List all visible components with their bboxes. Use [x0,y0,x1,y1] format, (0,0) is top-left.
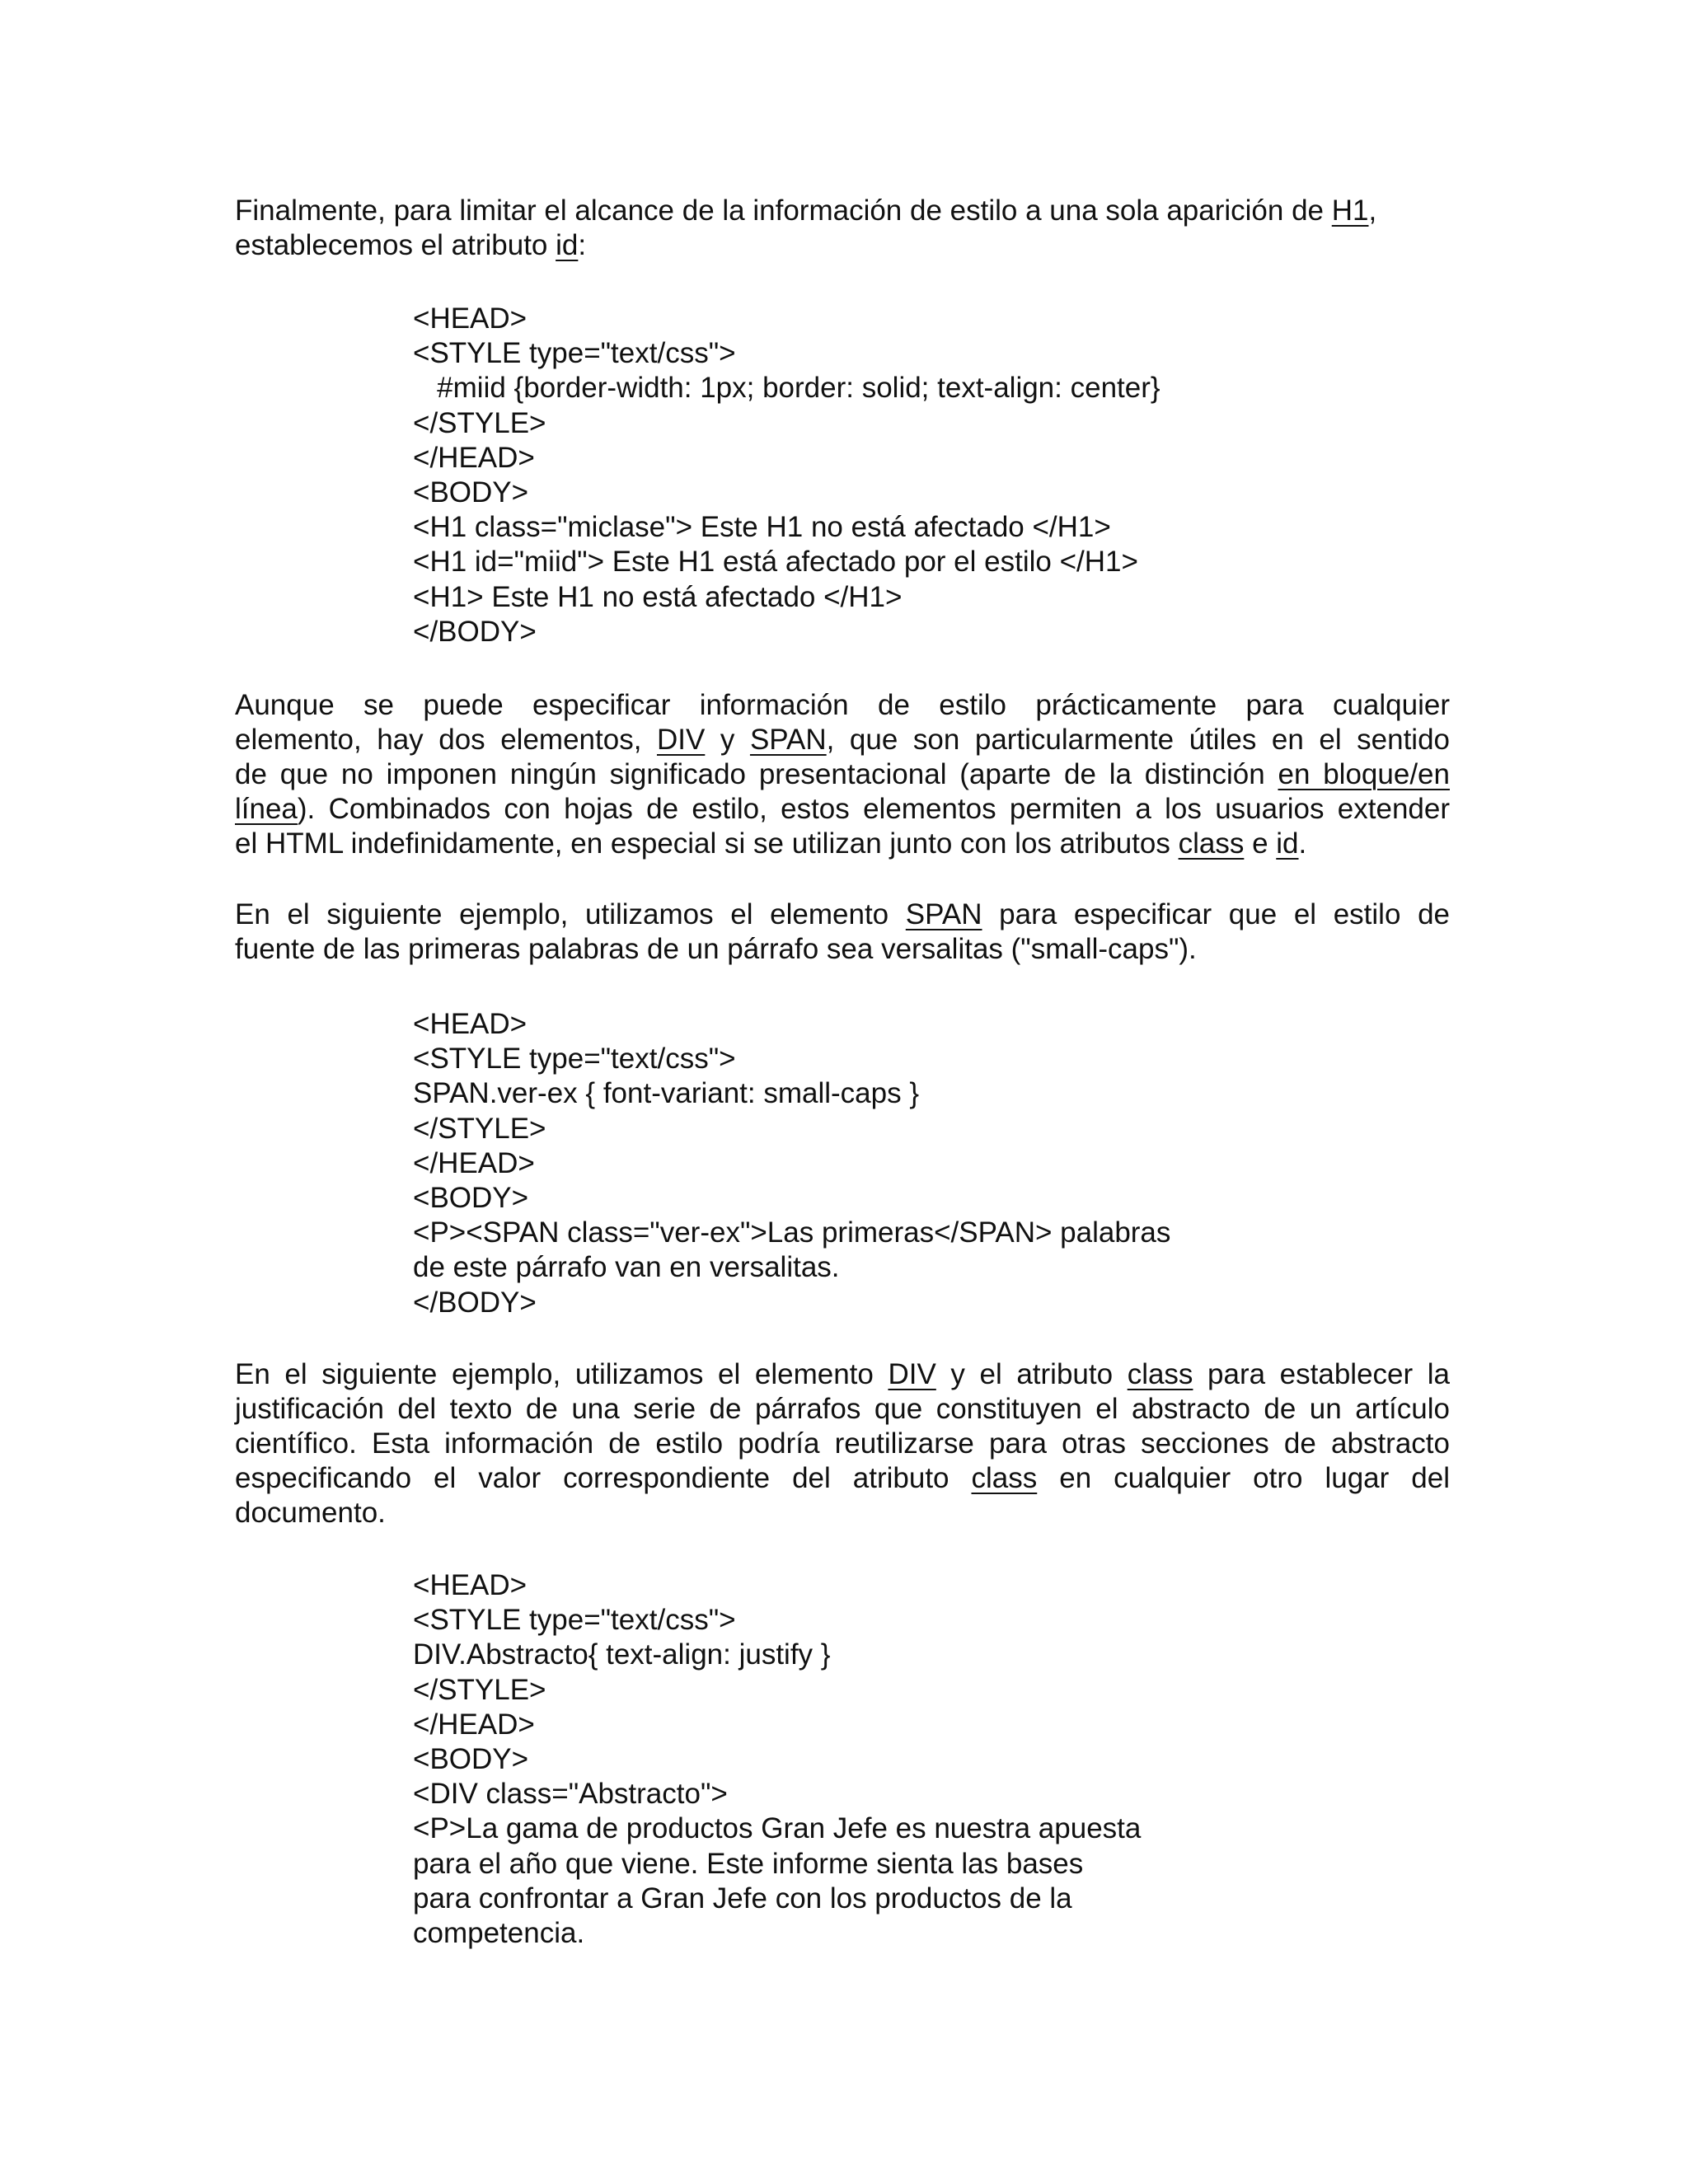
paragraph-line: justificación del texto de una serie de párrafos que constituyen el abstracto de un artículo [235,1393,1450,1425]
code-line: SPAN.ver-ex { font-variant: small-caps } [413,1077,920,1110]
code-line: <H1 id="miid"> Este H1 está afectado por el estilo </H1> [413,546,1138,579]
code-line: </HEAD> [413,1708,535,1741]
paragraph-line: En el siguiente ejemplo, utilizamos el elemento DIV y el atributo class para establecer la [235,1358,1450,1390]
code-line: <H1 class="miclase"> Este H1 no está afectado </H1> [413,511,1111,544]
underlined-term: id [1276,827,1299,860]
paragraph-line: línea). Combinados con hojas de estilo, estos elementos permiten a los usuarios extender [235,793,1450,825]
code-line: #miid {border-width: 1px; border: solid; text-align: center} [413,372,1160,405]
code-line: de este párrafo van en versalitas. [413,1251,840,1284]
paragraph-4 [235,1357,1450,1530]
code-block-3 [413,1568,1484,1951]
code-line: <STYLE type="text/css"> [413,1604,736,1637]
code-line: <P><SPAN class="ver-ex">Las primeras</SPAN> palabras [413,1216,1171,1249]
code-line: <P>La gama de productos Gran Jefe es nuestra apuesta [413,1812,1142,1845]
code-line: <HEAD> [413,1569,528,1601]
code-line: <HEAD> [413,302,528,335]
code-line: </BODY> [413,615,537,648]
code-line: <HEAD> [413,1008,528,1040]
code-line: <STYLE type="text/css"> [413,337,736,370]
underlined-term: en bloque/en [1278,758,1450,790]
underlined-term: id [556,229,579,261]
underlined-term: DIV [656,724,706,756]
paragraph-line: fuente de las primeras palabras de un párrafo sea versalitas ("small-caps"). [235,933,1197,965]
code-line: </HEAD> [413,441,535,474]
code-line: </HEAD> [413,1146,535,1179]
paragraph-line: establecemos el atributo id: [235,229,587,261]
paragraph-line: En el siguiente ejemplo, utilizamos el elemento SPAN para especificar que el estilo de [235,898,1451,930]
underlined-term: class [1178,827,1245,860]
underlined-term: class [1127,1358,1193,1390]
code-line: para el año que viene. Este informe sienta las bases [413,1847,1084,1880]
paragraph-1 [235,194,1450,263]
code-line: </STYLE> [413,406,546,439]
code-line: <H1> Este H1 no está afectado </H1> [413,580,903,613]
code-line: </STYLE> [413,1673,546,1706]
paragraph-line: de que no imponen ningún significado presentacional (aparte de la distinción en bloque/en [235,758,1450,790]
paragraph-line: elemento, hay dos elementos, DIV y SPAN, que son particularmente útiles en el sentido [235,724,1451,756]
underlined-term: línea [235,793,298,825]
paragraph-line: documento. [235,1497,386,1529]
code-line: <DIV class="Abstracto"> [413,1778,728,1811]
code-line: DIV.Abstracto{ text-align: justify } [413,1638,831,1671]
code-line: <BODY> [413,476,529,509]
paragraph-2 [235,688,1450,861]
code-line: <BODY> [413,1181,529,1214]
paragraph-line: Aunque se puede especificar información de estilo prácticamente para cualquier [235,689,1450,721]
code-line: <STYLE type="text/css"> [413,1043,736,1076]
paragraph-3 [235,898,1450,967]
code-line: para confrontar a Gran Jefe con los productos de la [413,1882,1072,1915]
paragraph-line: científico. Esta información de estilo podría reutilizarse para otras secciones de abstracto [235,1427,1450,1460]
underlined-term: class [971,1462,1038,1494]
underlined-term: DIV [888,1358,936,1390]
code-line: competencia. [413,1916,585,1949]
code-block-2 [413,1007,1484,1320]
code-block-1 [413,302,1484,649]
underlined-term: SPAN [749,724,827,756]
code-line: <BODY> [413,1742,529,1775]
code-line: </BODY> [413,1286,537,1319]
underlined-term: H1 [1331,194,1369,227]
paragraph-line: Finalmente, para limitar el alcance de la información de estilo a una sola aparición de H1, [235,194,1377,227]
underlined-term: SPAN [905,898,982,930]
paragraph-line: especificando el valor correspondiente del atributo class en cualquier otro lugar del [235,1462,1450,1494]
paragraph-line: el HTML indefinidamente, en especial si se utilizan junto con los atributos class e id. [235,827,1307,860]
code-line: </STYLE> [413,1112,546,1145]
